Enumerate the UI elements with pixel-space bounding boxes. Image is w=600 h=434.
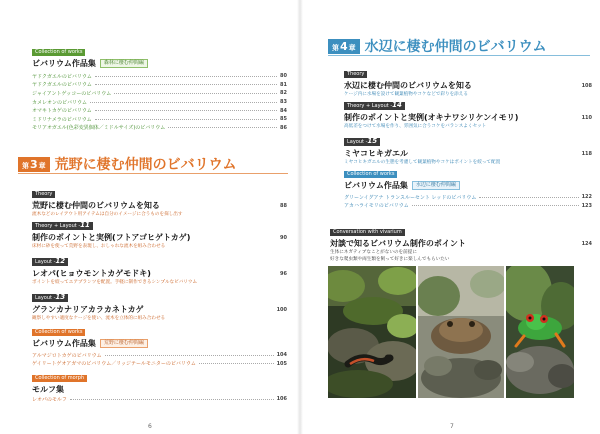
photo-toad-vivarium (418, 266, 504, 398)
photo-frog-vivarium (506, 266, 574, 398)
wild-collection: Collection of works ビバリウム作品集 荒野に棲む仲間編 アルマジロトカゲのビバリウム 104 ゲイリートゲオアガマのビバリウム／リッジテールモニターのビバリウム 105 (32, 329, 287, 368)
forest-collection (32, 38, 287, 132)
toc-section[interactable]: Theory 荒野に棲む仲間のビバリウムを知る 88 流木などのレイアウト用アイテムは自分のイメージに合うものを探し出す (32, 191, 287, 217)
toc-entry[interactable]: ジャイアントゲッコーのビバリウム 82 (32, 90, 287, 97)
toc-entry[interactable]: アルマジロトカゲのビバリウム 104 (32, 352, 287, 359)
toc-entry[interactable]: ヤドクガエルのビバリウム 80 (32, 73, 287, 80)
collection-tag: Collection of works (32, 49, 85, 56)
collection-title: ビバリウム作品集 (32, 59, 96, 68)
collection-subtag: 森林に棲む仲間編 (100, 59, 148, 68)
toc-entry[interactable]: アカハライモリのビバリウム 123 (344, 202, 592, 210)
morph-collection: Collection of morph モルフ集 レオパのモルフ 106 (32, 375, 287, 403)
toc-entry[interactable]: グリーンイグアナ トランスルーセント レッドのビバリウム 122 (344, 194, 592, 201)
conversation-section[interactable]: Conversation with vivarium 対談で知るビバリウム制作のポイント 124 生体にネガティブなことがないのを前提に 好きな爬虫類や両生類を飼って好きに楽しんでもらいたい (330, 229, 592, 262)
toc-section[interactable]: Theory + Layout -11 制作のポイントと実例(フトアゴヒゲトカゲ) 90 床材に砂を使って荒野を表現し、おしゃれな流木を組み合わせる (32, 221, 287, 249)
toad-photo-art (418, 266, 504, 398)
toc-section[interactable]: Layout -12 レオパ(ヒョウモントカゲモドキ) 96 ポイントを絞ってエアプランツを配置。手軽に制作できるシンプルなビバリウム (32, 257, 287, 285)
toc-entry[interactable]: レオパのモルフ 106 (32, 396, 287, 403)
toc-entry[interactable]: ミドリナメラのビバリウム 85 (32, 116, 287, 123)
newt-photo-art (328, 266, 416, 398)
photo-newt-vivarium (328, 266, 416, 398)
toc-section[interactable]: Layout -15 ミヤコヒキガエル 118 ミヤコヒキガエルの生態を考慮して観葉植物やコケはポイントを絞って配置 (344, 137, 592, 165)
toc-section[interactable]: Theory + Layout -14 制作のポイントと実例(オキナワシリケンイモリ) 110 高低差をつけて水場を作り、雰囲気に合うコケをバランスよくセット (344, 101, 592, 129)
page-number: 7 (450, 423, 454, 430)
water-collection: Collection of works ビバリウム作品集 水辺に棲む仲間編 グリーンイグアナ トランスルーセント レッドのビバリウム 122 アカハライモリのビバリウム 123 (344, 171, 592, 210)
toc-section[interactable]: Layout -13 グランカナリアカラカネトカゲ 100 観察しやすい適度なケージを使い、流木を立体的に組み合わせる (32, 293, 287, 321)
page-number: 6 (148, 423, 152, 430)
chapter-title: 荒野に棲む仲間のビバリウム (54, 157, 237, 173)
chapter-4-heading (328, 36, 547, 56)
right-page (300, 0, 600, 434)
chapter-badge: 第 3 章 (18, 157, 50, 172)
toc-entry[interactable]: モリアオガエル(色彩変異個体／ミドルサイズ)のビバリウム 86 (32, 124, 287, 132)
chapter-rule (18, 173, 288, 174)
frog-photo-art (506, 266, 574, 398)
chapter-badge: 第 4 章 (328, 39, 360, 54)
chapter-rule (328, 55, 590, 56)
toc-entry[interactable]: カメレオンのビバリウム 83 (32, 99, 287, 106)
chapter-3-heading (18, 154, 237, 174)
toc-entry[interactable]: ゲイリートゲオアガマのビバリウム／リッジテールモニターのビバリウム 105 (32, 360, 287, 368)
toc-entry[interactable]: ヤドクガエルのビバリウム 81 (32, 81, 287, 89)
toc-section[interactable]: Theory 水辺に棲む仲間のビバリウムを知る 108 ケージ内に水場を設けて観葉植物やコケなどで彩りを添える (344, 71, 592, 97)
chapter-title: 水辺に棲む仲間のビバリウム (364, 39, 547, 55)
toc-entry[interactable]: オマキトカゲのビバリウム 84 (32, 107, 287, 115)
